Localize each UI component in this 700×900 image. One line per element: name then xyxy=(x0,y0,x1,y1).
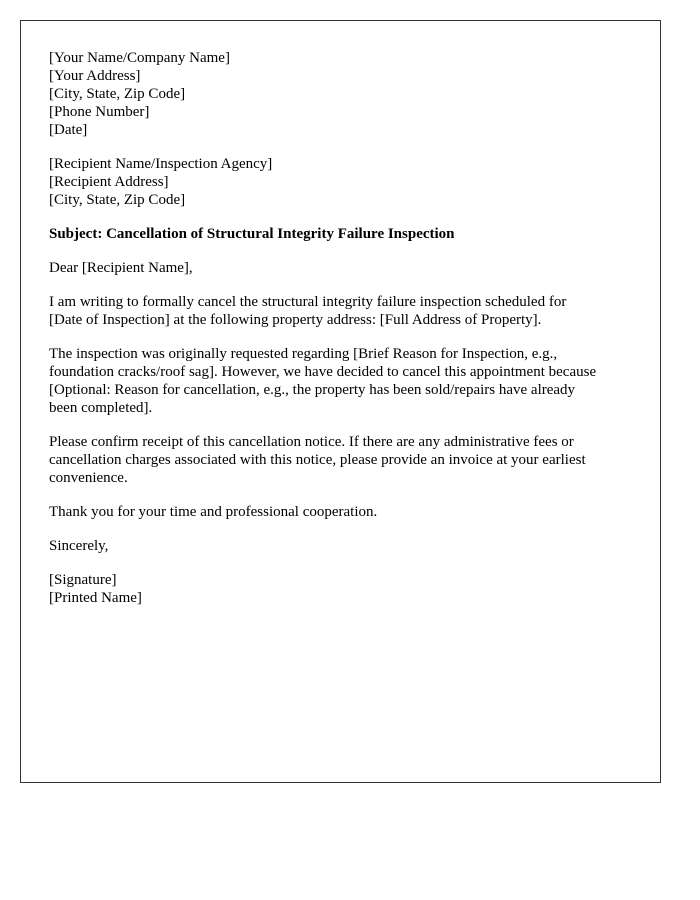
paragraph-line: been completed]. xyxy=(49,400,153,416)
signature: [Signature] xyxy=(49,572,117,588)
paragraph-line: The inspection was originally requested regarding [Brief Reason for Inspection, e.g., xyxy=(49,346,558,362)
recipient-address xyxy=(49,155,632,209)
paragraph-line: cancellation charges associated with this notice, please provide an invoice at your earliest xyxy=(49,452,586,468)
closing: Sincerely, xyxy=(49,538,109,554)
body-paragraph-2 xyxy=(49,345,632,417)
salutation: Dear [Recipient Name], xyxy=(49,260,193,276)
letter-page xyxy=(20,20,661,783)
paragraph-line: Thank you for your time and professional cooperation. xyxy=(49,504,378,520)
sender-city: [City, State, Zip Code] xyxy=(49,86,186,102)
sender-name: [Your Name/Company Name] xyxy=(49,50,230,66)
signature-block xyxy=(49,571,632,607)
recipient-address-line: [Recipient Address] xyxy=(49,174,169,190)
paragraph-line: [Optional: Reason for cancellation, e.g., the property has been sold/repairs have already xyxy=(49,382,576,398)
paragraph-line: foundation cracks/roof sag]. However, we have decided to cancel this appointment because xyxy=(49,364,597,380)
subject-line: Subject: Cancellation of Structural Integrity Failure Inspection xyxy=(49,226,455,242)
paragraph-line: convenience. xyxy=(49,470,128,486)
sender-address xyxy=(49,49,632,139)
body-paragraph-1 xyxy=(49,293,632,329)
sender-phone: [Phone Number] xyxy=(49,104,150,120)
recipient-name: [Recipient Name/Inspection Agency] xyxy=(49,156,273,172)
body-paragraph-3 xyxy=(49,433,632,487)
printed-name: [Printed Name] xyxy=(49,590,142,606)
paragraph-line: [Date of Inspection] at the following property address: [Full Address of Property]. xyxy=(49,312,542,328)
recipient-city: [City, State, Zip Code] xyxy=(49,192,186,208)
paragraph-line: Please confirm receipt of this cancellation notice. If there are any administrative fees or xyxy=(49,434,574,450)
letter-date: [Date] xyxy=(49,122,88,138)
body-paragraph-4 xyxy=(49,503,632,521)
paragraph-line: I am writing to formally cancel the structural integrity failure inspection scheduled for xyxy=(49,294,567,310)
sender-address-line: [Your Address] xyxy=(49,68,141,84)
